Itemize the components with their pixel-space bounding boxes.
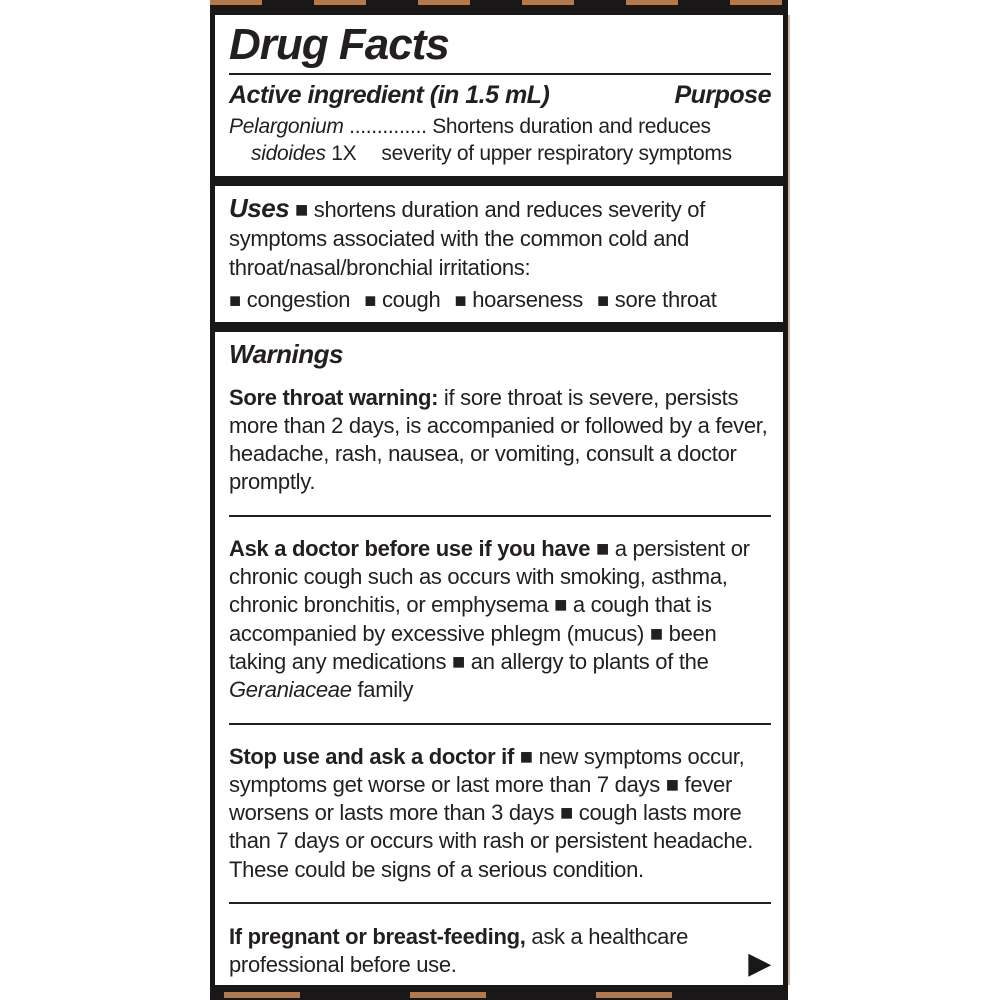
purpose-heading: Purpose	[674, 81, 771, 110]
drug-facts-panel	[210, 15, 788, 985]
package-torn-edge-bottom	[210, 985, 788, 1000]
active-ingredient-header-row	[229, 81, 771, 110]
ask-doctor-paragraph	[229, 535, 771, 704]
warnings-heading: Warnings	[229, 338, 343, 369]
package-torn-edge-top	[210, 0, 788, 15]
purpose-text-line1: Shortens duration and reduces	[432, 115, 711, 139]
uses-list-item	[597, 286, 717, 314]
uses-text: ■ shortens duration and reduces severity of symptoms associated with the common cold and throat/nasal/bronchial irritations:	[229, 197, 706, 280]
continuation-arrow-icon: ▶	[748, 946, 771, 980]
stop-use-text: ■ new symptoms occur, symptoms get worse or last more than 7 days ■ fever worsens or lasts more than 3 days ■ cough lasts more than 7 days or occurs with rash or persistent headache. These could be signs of a serious condition.	[229, 743, 754, 882]
sore-throat-warning-text: if sore throat is severe, persists more than 2 days, is accompanied or followed by a fever, headache, rash, nausea, or vomiting, consult a doctor promptly.	[229, 384, 768, 495]
subsection-divider	[229, 902, 771, 904]
ingredient-potency: 1X	[331, 142, 357, 166]
drug-facts-title: Drug Facts	[229, 20, 449, 69]
uses-paragraph	[229, 192, 771, 282]
purpose-text-line2: severity of upper respiratory symptoms	[381, 142, 732, 166]
warnings-section	[215, 332, 783, 985]
stop-use-lead: Stop use and ask a doctor if	[229, 743, 514, 769]
sore-throat-warning-lead: Sore throat warning:	[229, 384, 439, 410]
ingredient-name-line1: Pelargonium	[229, 115, 344, 139]
pregnant-lead: If pregnant or breast-feeding,	[229, 923, 526, 949]
subsection-divider	[229, 515, 771, 517]
pregnant-paragraph	[229, 923, 771, 979]
uses-item-label: sore throat	[614, 286, 717, 312]
ask-doctor-text-after: family	[351, 676, 414, 702]
ingredient-row-1	[229, 114, 771, 141]
title-divider	[229, 73, 771, 75]
uses-list-item	[229, 286, 350, 314]
pregnant-text: ask a healthcare professional before use.	[229, 923, 689, 977]
ask-doctor-lead: Ask a doctor before use if you have	[229, 536, 591, 562]
bullet-square-icon: ■	[364, 289, 376, 312]
uses-item-label: hoarseness	[472, 286, 583, 312]
uses-bullet-list	[229, 286, 771, 314]
bullet-square-icon: ■	[454, 289, 467, 312]
uses-heading: Uses	[229, 193, 290, 224]
drug-facts-label	[210, 0, 788, 1000]
active-ingredient-section	[215, 15, 783, 176]
stop-use-paragraph	[229, 743, 771, 884]
bullet-square-icon: ■	[229, 289, 241, 312]
section-divider-bar	[215, 322, 783, 332]
ask-doctor-text: ■ a persistent or chronic cough such as occurs with smoking, asthma, chronic bronchitis, or emphysema ■ a cough that is accompanied by excessive phlegm (mucus) ■ been taking any medications ■ an allergy to plants of the	[229, 536, 750, 674]
uses-item-label: cough	[381, 286, 441, 312]
section-divider-bar	[215, 176, 783, 186]
uses-list-item	[364, 286, 440, 314]
subsection-divider	[229, 723, 771, 725]
dot-leader: ..............	[349, 115, 427, 139]
uses-item-label: congestion	[246, 286, 351, 312]
sore-throat-warning-paragraph	[229, 384, 771, 497]
ingredient-row-2	[229, 141, 771, 168]
bullet-square-icon: ■	[596, 289, 609, 312]
uses-list-item	[454, 286, 583, 314]
geraniaceae-term: Geraniaceae	[229, 676, 352, 702]
active-ingredient-heading: Active ingredient (in 1.5 mL)	[229, 81, 550, 110]
ingredient-name-line2: sidoides	[251, 142, 326, 166]
uses-section	[215, 186, 783, 322]
